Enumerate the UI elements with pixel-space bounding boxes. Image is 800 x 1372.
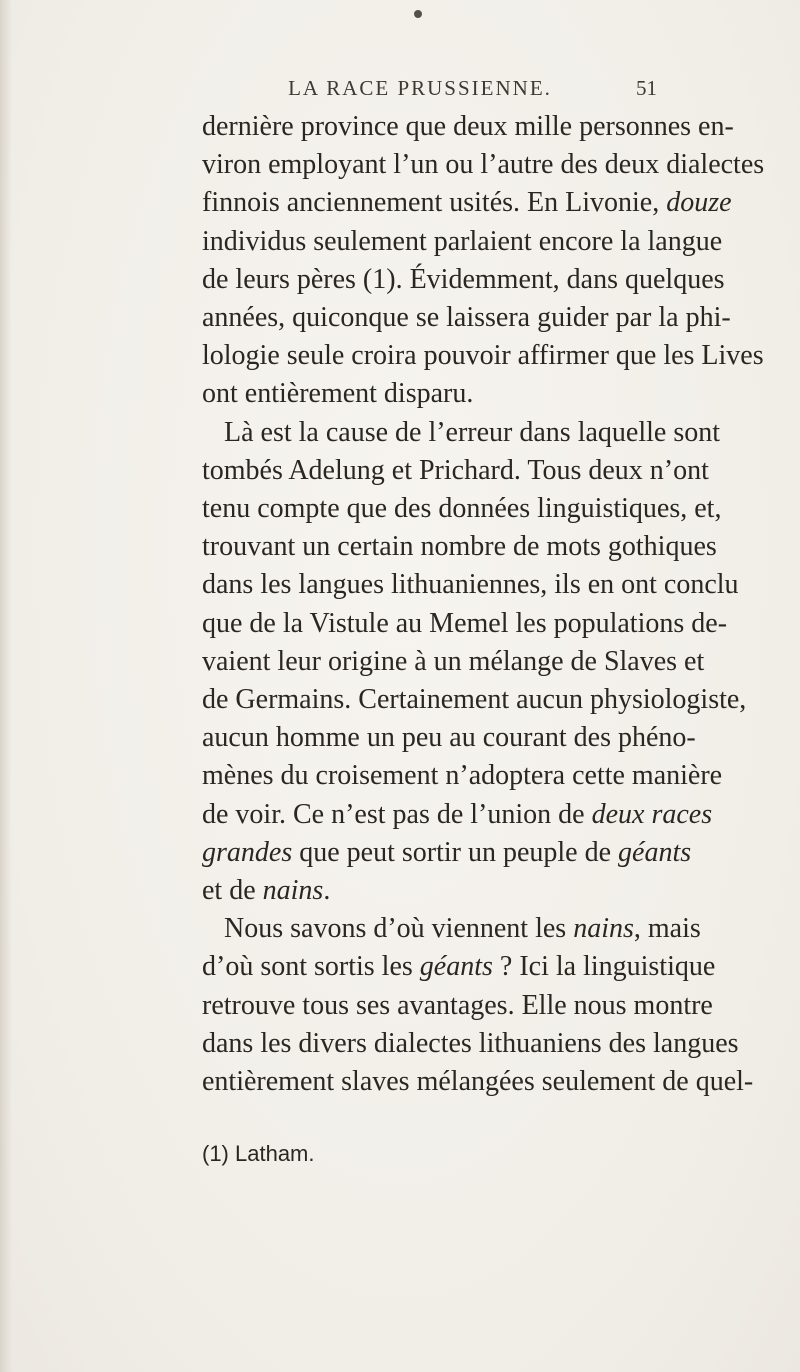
text-segment: dans les langues lithuaniennes, ils en ont conclu bbox=[202, 569, 739, 601]
text-segment: finnois anciennement usités. En Livonie, bbox=[202, 187, 667, 219]
italic-text: géants bbox=[618, 836, 692, 868]
text-segment: d’où sont sortis les bbox=[202, 951, 420, 983]
text-line bbox=[202, 490, 722, 528]
text-segment: dans les divers dialectes lithuaniens des langues bbox=[202, 1027, 739, 1059]
text-segment: tombés Adelung et Prichard. Tous deux n’ont bbox=[202, 454, 709, 486]
text-line bbox=[202, 872, 657, 910]
text-segment: mènes du croisement n’adoptera cette manière bbox=[202, 760, 723, 792]
text-segment: , mais bbox=[633, 913, 701, 945]
text-segment: aucun homme un peu au courant des phéno- bbox=[202, 722, 696, 754]
text-line bbox=[202, 299, 731, 337]
text-segment: et de bbox=[202, 875, 263, 906]
page-number: 51 bbox=[636, 76, 657, 100]
italic-text: deux races bbox=[591, 798, 713, 830]
text-line bbox=[202, 1063, 754, 1101]
text-line bbox=[224, 414, 721, 452]
text-line bbox=[202, 719, 696, 757]
text-line bbox=[202, 108, 734, 146]
text-segment: ont entièrement disparu. bbox=[202, 378, 474, 410]
italic-text: nains bbox=[573, 913, 634, 945]
page-edge-shadow bbox=[0, 0, 12, 1372]
italic-text: grandes bbox=[202, 836, 293, 868]
italic-text: géants bbox=[419, 951, 493, 983]
text-segment: de leurs pères (1). Évidemment, dans quelques bbox=[202, 263, 725, 295]
text-segment: trouvant un certain nombre de mots gothiques bbox=[202, 531, 717, 563]
italic-text: nains bbox=[262, 875, 324, 906]
text-line bbox=[202, 834, 692, 872]
text-segment: retrouve tous ses avantages. Elle nous montre bbox=[202, 989, 713, 1021]
text-segment: vaient leur origine à un mélange de Slaves et bbox=[202, 645, 705, 677]
text-segment: . bbox=[323, 875, 331, 906]
text-line bbox=[202, 987, 713, 1025]
italic-text: douze bbox=[666, 187, 732, 219]
text-line bbox=[202, 1025, 739, 1063]
text-line bbox=[202, 528, 717, 566]
text-line bbox=[202, 375, 657, 413]
text-line bbox=[202, 337, 764, 375]
text-line bbox=[202, 757, 723, 795]
footnote: (1) Latham. bbox=[202, 1141, 315, 1166]
text-segment: de voir. Ce n’est pas de l’union de bbox=[202, 798, 592, 830]
text-line bbox=[202, 261, 725, 299]
text-segment: de Germains. Certainement aucun physiologiste, bbox=[202, 684, 747, 715]
text-line bbox=[224, 910, 701, 948]
text-segment: années, quiconque se laissera guider par la phi- bbox=[202, 302, 731, 333]
text-segment: tenu compte que des données linguistiques, et, bbox=[202, 493, 722, 524]
text-segment: ? Ici la linguistique bbox=[492, 951, 716, 983]
text-line bbox=[202, 146, 765, 184]
text-line bbox=[202, 452, 709, 490]
text-line bbox=[202, 643, 705, 681]
text-segment: viron employant l’un ou l’autre des deux dialectes bbox=[202, 149, 765, 181]
text-line bbox=[202, 184, 732, 222]
text-line bbox=[202, 605, 728, 643]
running-title: LA RACE PRUSSIENNE. bbox=[288, 76, 552, 100]
text-segment: que de la Vistule au Memel les populations de- bbox=[202, 607, 728, 639]
text-line bbox=[202, 681, 747, 719]
text-line bbox=[202, 566, 739, 604]
text-segment: lologie seule croira pouvoir affirmer que les Lives bbox=[202, 340, 764, 372]
text-segment: Nous savons d’où viennent les bbox=[224, 913, 574, 945]
text-line bbox=[202, 796, 713, 834]
ink-dot bbox=[414, 10, 422, 18]
text-segment: que peut sortir un peuple de bbox=[292, 836, 619, 868]
text-segment: individus seulement parlaient encore la langue bbox=[202, 225, 723, 257]
text-segment: dernière province que deux mille personnes en- bbox=[202, 111, 734, 142]
text-line bbox=[202, 948, 716, 986]
text-segment: entièrement slaves mélangées seulement de quel- bbox=[202, 1066, 754, 1097]
text-line bbox=[202, 223, 723, 261]
text-segment: Là est la cause de l’erreur dans laquelle sont bbox=[224, 416, 721, 448]
